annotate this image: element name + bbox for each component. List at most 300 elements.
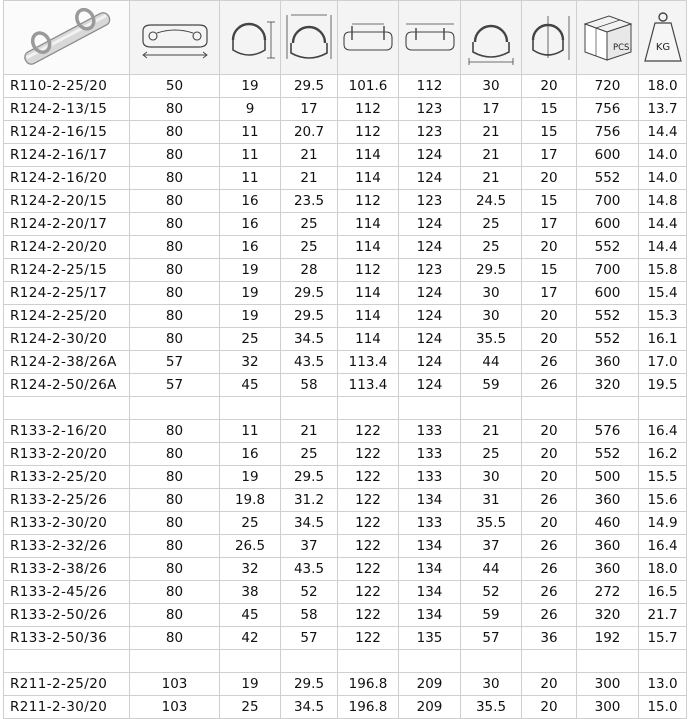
hole-spacing-cell: 112 (338, 121, 399, 144)
weight-kg-cell: 15.0 (639, 696, 687, 719)
model-code-cell: R133-2-38/26 (4, 558, 130, 581)
ring-diameter-cell: 52 (461, 581, 522, 604)
base-plate-length-icon (135, 13, 215, 63)
base-plate-length-cell: 80 (130, 282, 220, 305)
plate-overall-length-cell: 133 (399, 443, 461, 466)
plate-overall-length-cell: 135 (399, 627, 461, 650)
spacer-cell (577, 397, 639, 420)
ring-height-cell: 34.5 (281, 512, 338, 535)
weight-kg-cell: 16.4 (639, 535, 687, 558)
ring-mechanism-spec-table (3, 0, 687, 719)
base-plate-length-cell: 80 (130, 328, 220, 351)
header-product-image (4, 1, 130, 75)
ring-inner-width-cell: 25 (220, 328, 281, 351)
weight-kg-cell: 14.4 (639, 236, 687, 259)
weight-kg-cell: 14.4 (639, 213, 687, 236)
table-row (4, 696, 687, 719)
spacer-cell (338, 397, 399, 420)
ring-inner-width-cell: 19 (220, 466, 281, 489)
weight-kg-cell: 15.5 (639, 466, 687, 489)
weight-kg-cell: 16.1 (639, 328, 687, 351)
plate-width-cell: 26 (522, 374, 577, 397)
spacer-cell (522, 397, 577, 420)
table-row (4, 121, 687, 144)
carton-pieces-icon (579, 10, 637, 66)
plate-width-cell: 20 (522, 420, 577, 443)
ring-diameter-cell: 21 (461, 144, 522, 167)
spacer-cell (639, 397, 687, 420)
ring-inner-width-cell: 19 (220, 75, 281, 98)
model-code-cell: R133-2-50/26 (4, 604, 130, 627)
pieces-per-carton-cell: 720 (577, 75, 639, 98)
pieces-per-carton-cell: 500 (577, 466, 639, 489)
hole-spacing-cell: 122 (338, 581, 399, 604)
ring-diameter-cell: 57 (461, 627, 522, 650)
ring-diameter-cell: 31 (461, 489, 522, 512)
plate-overall-length-cell: 112 (399, 75, 461, 98)
plate-width-cell: 17 (522, 282, 577, 305)
ring-height-cell: 34.5 (281, 328, 338, 351)
ring-diameter-cell: 25 (461, 213, 522, 236)
header-carton-pieces (577, 1, 639, 75)
table-row (4, 236, 687, 259)
plate-overall-length-cell: 123 (399, 190, 461, 213)
hole-spacing-cell: 122 (338, 535, 399, 558)
table-row (4, 98, 687, 121)
ring-diameter-cell: 25 (461, 443, 522, 466)
ring-inner-width-cell: 45 (220, 604, 281, 627)
ring-height-cell: 28 (281, 259, 338, 282)
table-row (4, 535, 687, 558)
model-code-cell: R124-2-13/15 (4, 98, 130, 121)
plate-overall-length-cell: 134 (399, 604, 461, 627)
ring-diameter-icon (465, 10, 517, 66)
ring-height-cell: 29.5 (281, 282, 338, 305)
hole-spacing-cell: 122 (338, 627, 399, 650)
weight-kg-cell: 18.0 (639, 558, 687, 581)
model-code-cell: R133-2-30/20 (4, 512, 130, 535)
plate-overall-length-cell: 124 (399, 144, 461, 167)
plate-overall-length-cell: 124 (399, 328, 461, 351)
hole-spacing-cell: 114 (338, 328, 399, 351)
plate-width-cell: 20 (522, 696, 577, 719)
ring-diameter-cell: 35.5 (461, 328, 522, 351)
ring-diameter-cell: 35.5 (461, 696, 522, 719)
hole-spacing-cell: 112 (338, 98, 399, 121)
ring-height-cell: 21 (281, 420, 338, 443)
weight-kg-cell: 21.7 (639, 604, 687, 627)
model-code-cell: R211-2-25/20 (4, 673, 130, 696)
ring-inner-width-cell: 16 (220, 213, 281, 236)
ring-inner-width-cell: 11 (220, 121, 281, 144)
ring-inner-width-cell: 45 (220, 374, 281, 397)
spacer-row (4, 397, 687, 420)
ring-inner-width-icon (223, 10, 277, 66)
base-plate-length-cell: 80 (130, 167, 220, 190)
weight-kg-cell: 13.7 (639, 98, 687, 121)
plate-overall-length-cell: 209 (399, 673, 461, 696)
weight-kg-cell: 16.5 (639, 581, 687, 604)
weight-kg-cell: 15.4 (639, 282, 687, 305)
plate-width-cell: 20 (522, 236, 577, 259)
plate-width-cell: 15 (522, 190, 577, 213)
plate-overall-length-cell: 124 (399, 305, 461, 328)
header-ring-height (281, 1, 338, 75)
base-plate-length-cell: 80 (130, 512, 220, 535)
pieces-per-carton-cell: 552 (577, 167, 639, 190)
weight-kg-cell: 14.0 (639, 144, 687, 167)
plate-overall-length-icon (402, 18, 458, 58)
spacer-cell (130, 650, 220, 673)
hole-spacing-cell: 114 (338, 236, 399, 259)
pieces-per-carton-cell: 300 (577, 673, 639, 696)
ring-height-cell: 17 (281, 98, 338, 121)
header-ring-inner-width (220, 1, 281, 75)
ring-diameter-cell: 44 (461, 558, 522, 581)
base-plate-length-cell: 80 (130, 144, 220, 167)
ring-height-cell: 29.5 (281, 673, 338, 696)
plate-width-cell: 20 (522, 512, 577, 535)
table-row (4, 581, 687, 604)
pieces-per-carton-cell: 272 (577, 581, 639, 604)
ring-diameter-cell: 35.5 (461, 512, 522, 535)
plate-width-cell: 15 (522, 259, 577, 282)
ring-height-cell: 29.5 (281, 305, 338, 328)
pieces-per-carton-cell: 600 (577, 144, 639, 167)
ring-diameter-cell: 30 (461, 466, 522, 489)
pieces-per-carton-cell: 700 (577, 190, 639, 213)
ring-height-cell: 43.5 (281, 351, 338, 374)
weight-kg-cell: 15.6 (639, 489, 687, 512)
plate-width-cell: 17 (522, 144, 577, 167)
model-code-cell: R211-2-30/20 (4, 696, 130, 719)
spacer-cell (220, 397, 281, 420)
ring-diameter-cell: 30 (461, 305, 522, 328)
model-code-cell: R124-2-20/20 (4, 236, 130, 259)
table-row (4, 558, 687, 581)
header-plate-width (522, 1, 577, 75)
model-code-cell: R133-2-50/36 (4, 627, 130, 650)
ring-diameter-cell: 21 (461, 420, 522, 443)
ring-height-cell: 20.7 (281, 121, 338, 144)
weight-kg-cell: 15.3 (639, 305, 687, 328)
plate-width-cell: 26 (522, 489, 577, 512)
ring-inner-width-cell: 11 (220, 167, 281, 190)
plate-overall-length-cell: 123 (399, 259, 461, 282)
plate-overall-length-cell: 123 (399, 121, 461, 144)
ring-height-cell: 29.5 (281, 75, 338, 98)
pieces-per-carton-cell: 320 (577, 604, 639, 627)
table-row (4, 282, 687, 305)
ring-inner-width-cell: 19.8 (220, 489, 281, 512)
base-plate-length-cell: 80 (130, 558, 220, 581)
base-plate-length-cell: 80 (130, 236, 220, 259)
model-code-cell: R133-2-16/20 (4, 420, 130, 443)
ring-inner-width-cell: 25 (220, 696, 281, 719)
hole-spacing-cell: 122 (338, 443, 399, 466)
weight-kg-cell: 18.0 (639, 75, 687, 98)
plate-overall-length-cell: 124 (399, 351, 461, 374)
hole-spacing-cell: 114 (338, 213, 399, 236)
pieces-per-carton-cell: 360 (577, 489, 639, 512)
base-plate-length-cell: 80 (130, 604, 220, 627)
ring-height-cell: 43.5 (281, 558, 338, 581)
spacer-cell (577, 650, 639, 673)
ring-inner-width-cell: 9 (220, 98, 281, 121)
pieces-per-carton-cell: 576 (577, 420, 639, 443)
base-plate-length-cell: 80 (130, 581, 220, 604)
base-plate-length-cell: 80 (130, 190, 220, 213)
ring-diameter-cell: 30 (461, 673, 522, 696)
model-code-cell: R133-2-25/26 (4, 489, 130, 512)
plate-overall-length-cell: 124 (399, 167, 461, 190)
weight-kg-cell: 14.8 (639, 190, 687, 213)
ring-height-cell: 25 (281, 213, 338, 236)
ring-inner-width-cell: 16 (220, 190, 281, 213)
table-row (4, 190, 687, 213)
ring-height-cell: 21 (281, 167, 338, 190)
ring-diameter-cell: 59 (461, 374, 522, 397)
table-row (4, 328, 687, 351)
plate-overall-length-cell: 134 (399, 581, 461, 604)
plate-overall-length-cell: 124 (399, 236, 461, 259)
hole-spacing-cell: 114 (338, 305, 399, 328)
header-weight-kg (639, 1, 687, 75)
base-plate-length-cell: 50 (130, 75, 220, 98)
base-plate-length-cell: 80 (130, 443, 220, 466)
spacer-row (4, 650, 687, 673)
spacer-cell (338, 650, 399, 673)
ring-inner-width-cell: 11 (220, 144, 281, 167)
model-code-cell: R124-2-16/15 (4, 121, 130, 144)
hole-spacing-cell: 196.8 (338, 696, 399, 719)
table-row (4, 420, 687, 443)
pieces-per-carton-cell: 320 (577, 374, 639, 397)
ring-diameter-cell: 21 (461, 167, 522, 190)
ring-height-cell: 37 (281, 535, 338, 558)
base-plate-length-cell: 80 (130, 420, 220, 443)
ring-height-icon (283, 9, 335, 67)
ring-inner-width-cell: 16 (220, 236, 281, 259)
table-row (4, 489, 687, 512)
table-row (4, 75, 687, 98)
pieces-per-carton-cell: 360 (577, 535, 639, 558)
model-code-cell: R124-2-50/26A (4, 374, 130, 397)
header-ring-diameter (461, 1, 522, 75)
header-base-plate-length (130, 1, 220, 75)
ring-height-cell: 21 (281, 144, 338, 167)
pieces-per-carton-cell: 700 (577, 259, 639, 282)
hole-spacing-cell: 122 (338, 420, 399, 443)
weight-kg-cell: 16.2 (639, 443, 687, 466)
weight-kg-cell: 15.8 (639, 259, 687, 282)
spacer-cell (220, 650, 281, 673)
ring-binder-mechanism-icon (12, 8, 122, 68)
plate-width-cell: 17 (522, 213, 577, 236)
ring-height-cell: 29.5 (281, 466, 338, 489)
ring-height-cell: 52 (281, 581, 338, 604)
plate-width-cell: 20 (522, 167, 577, 190)
hole-spacing-cell: 101.6 (338, 75, 399, 98)
base-plate-length-cell: 80 (130, 466, 220, 489)
plate-overall-length-cell: 134 (399, 489, 461, 512)
ring-height-cell: 57 (281, 627, 338, 650)
spacer-cell (522, 650, 577, 673)
ring-inner-width-cell: 32 (220, 558, 281, 581)
spacer-cell (4, 397, 130, 420)
hole-spacing-cell: 122 (338, 558, 399, 581)
plate-overall-length-cell: 133 (399, 466, 461, 489)
ring-height-cell: 25 (281, 443, 338, 466)
ring-height-cell: 25 (281, 236, 338, 259)
ring-diameter-cell: 24.5 (461, 190, 522, 213)
pieces-per-carton-cell: 756 (577, 98, 639, 121)
base-plate-length-cell: 80 (130, 627, 220, 650)
table-row (4, 443, 687, 466)
hole-spacing-cell: 122 (338, 466, 399, 489)
hole-spacing-cell: 112 (338, 190, 399, 213)
spacer-cell (639, 650, 687, 673)
ring-inner-width-cell: 19 (220, 259, 281, 282)
plate-width-cell: 15 (522, 121, 577, 144)
model-code-cell: R133-2-32/26 (4, 535, 130, 558)
weight-kg-cell: 15.7 (639, 627, 687, 650)
plate-overall-length-cell: 134 (399, 535, 461, 558)
base-plate-length-cell: 57 (130, 374, 220, 397)
ring-inner-width-cell: 16 (220, 443, 281, 466)
base-plate-length-cell: 57 (130, 351, 220, 374)
model-code-cell: R124-2-38/26A (4, 351, 130, 374)
hole-spacing-cell: 114 (338, 282, 399, 305)
table-row (4, 167, 687, 190)
weight-kg-cell: 14.4 (639, 121, 687, 144)
plate-width-cell: 20 (522, 466, 577, 489)
weight-kg-icon (641, 9, 685, 67)
table-row (4, 351, 687, 374)
model-code-cell: R124-2-20/17 (4, 213, 130, 236)
pieces-per-carton-cell: 360 (577, 558, 639, 581)
table-row (4, 259, 687, 282)
spacer-cell (461, 650, 522, 673)
plate-width-cell: 20 (522, 305, 577, 328)
ring-inner-width-cell: 32 (220, 351, 281, 374)
table-row (4, 374, 687, 397)
model-code-cell: R124-2-20/15 (4, 190, 130, 213)
model-code-cell: R124-2-16/17 (4, 144, 130, 167)
ring-inner-width-cell: 19 (220, 305, 281, 328)
ring-diameter-cell: 59 (461, 604, 522, 627)
base-plate-length-cell: 80 (130, 259, 220, 282)
plate-overall-length-cell: 133 (399, 512, 461, 535)
plate-width-cell: 26 (522, 581, 577, 604)
weight-kg-cell: 14.9 (639, 512, 687, 535)
ring-diameter-cell: 44 (461, 351, 522, 374)
table-row (4, 144, 687, 167)
base-plate-length-cell: 103 (130, 673, 220, 696)
pieces-per-carton-cell: 552 (577, 236, 639, 259)
ring-height-cell: 31.2 (281, 489, 338, 512)
pieces-per-carton-cell: 360 (577, 351, 639, 374)
plate-width-cell: 26 (522, 351, 577, 374)
base-plate-length-cell: 80 (130, 489, 220, 512)
ring-diameter-cell: 29.5 (461, 259, 522, 282)
table-row (4, 673, 687, 696)
hole-spacing-cell: 113.4 (338, 374, 399, 397)
plate-overall-length-cell: 124 (399, 213, 461, 236)
header-plate-overall-length (399, 1, 461, 75)
base-plate-length-cell: 103 (130, 696, 220, 719)
model-code-cell: R133-2-45/26 (4, 581, 130, 604)
hole-spacing-cell: 122 (338, 604, 399, 627)
ring-diameter-cell: 21 (461, 121, 522, 144)
header-row (4, 1, 687, 75)
weight-kg-label: KG (655, 41, 670, 53)
carton-pieces-label: PCS. (612, 42, 632, 53)
ring-inner-width-cell: 42 (220, 627, 281, 650)
base-plate-length-cell: 80 (130, 98, 220, 121)
spacer-cell (281, 650, 338, 673)
ring-height-cell: 23.5 (281, 190, 338, 213)
pieces-per-carton-cell: 600 (577, 213, 639, 236)
weight-kg-cell: 17.0 (639, 351, 687, 374)
spacer-cell (281, 397, 338, 420)
pieces-per-carton-cell: 756 (577, 121, 639, 144)
plate-width-cell: 26 (522, 558, 577, 581)
table-row (4, 512, 687, 535)
pieces-per-carton-cell: 192 (577, 627, 639, 650)
spacer-cell (4, 650, 130, 673)
table-row (4, 627, 687, 650)
pieces-per-carton-cell: 552 (577, 443, 639, 466)
ring-diameter-cell: 30 (461, 282, 522, 305)
hole-spacing-icon (340, 18, 396, 58)
base-plate-length-cell: 80 (130, 305, 220, 328)
model-code-cell: R133-2-20/20 (4, 443, 130, 466)
plate-width-cell: 26 (522, 535, 577, 558)
plate-overall-length-cell: 134 (399, 558, 461, 581)
model-code-cell: R124-2-25/15 (4, 259, 130, 282)
base-plate-length-cell: 80 (130, 535, 220, 558)
model-code-cell: R124-2-25/20 (4, 305, 130, 328)
plate-width-cell: 15 (522, 98, 577, 121)
plate-overall-length-cell: 124 (399, 374, 461, 397)
pieces-per-carton-cell: 552 (577, 328, 639, 351)
model-code-cell: R124-2-30/20 (4, 328, 130, 351)
table-row (4, 604, 687, 627)
plate-width-cell: 20 (522, 75, 577, 98)
ring-height-cell: 34.5 (281, 696, 338, 719)
plate-width-cell: 20 (522, 673, 577, 696)
hole-spacing-cell: 112 (338, 259, 399, 282)
ring-height-cell: 58 (281, 374, 338, 397)
spacer-cell (399, 650, 461, 673)
ring-inner-width-cell: 25 (220, 512, 281, 535)
plate-overall-length-cell: 209 (399, 696, 461, 719)
base-plate-length-cell: 80 (130, 213, 220, 236)
pieces-per-carton-cell: 600 (577, 282, 639, 305)
spacer-cell (130, 397, 220, 420)
hole-spacing-cell: 196.8 (338, 673, 399, 696)
spacer-cell (461, 397, 522, 420)
table-row (4, 466, 687, 489)
plate-width-cell: 20 (522, 443, 577, 466)
ring-diameter-cell: 30 (461, 75, 522, 98)
ring-height-cell: 58 (281, 604, 338, 627)
hole-spacing-cell: 114 (338, 167, 399, 190)
ring-diameter-cell: 25 (461, 236, 522, 259)
ring-inner-width-cell: 19 (220, 673, 281, 696)
weight-kg-cell: 13.0 (639, 673, 687, 696)
